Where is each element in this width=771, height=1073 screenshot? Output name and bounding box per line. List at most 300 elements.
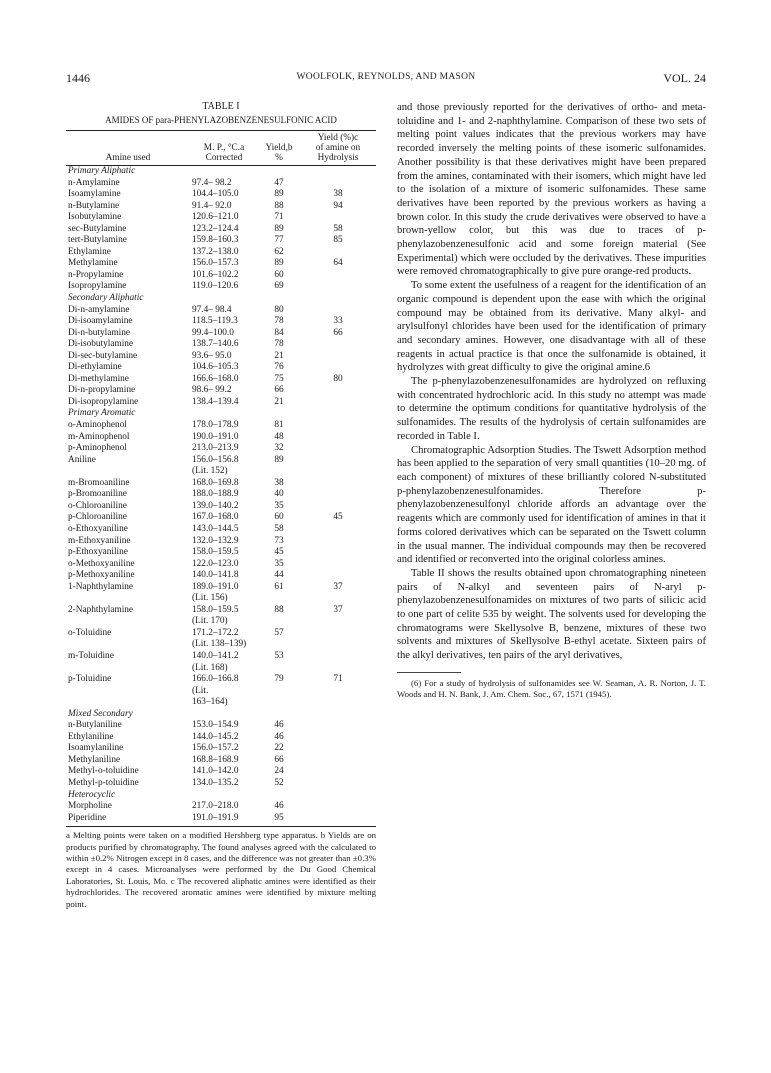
body-paragraph-4: Chromatographic Adsorption Studies. The Tswett Adsorption method has been applied to the separation of very small quantities (10–20 mg. of each component) of mixtures of these brilliantly colored N-substituted p-phenylazobenzenesulfonamides. Therefore p-phenylazobenzenesulfonyl chloride affords an advantage over the reagents which are commonly used for identification of amines in that it forms colored derivatives which can be separated on the Tswett column in the usual manner. The individual compounds may then be recovered and identified or reconverted into the original colorless amines. <box>397 444 706 566</box>
cell-mp: (Lit. <box>192 685 209 696</box>
cell-mp: 166.6–168.0 <box>192 373 239 384</box>
cell-mp: 158.0–159.5 <box>192 604 239 615</box>
cell-yield: 21 <box>274 350 284 361</box>
cell-amine: Methyl-o-toluidine <box>68 766 139 777</box>
cell-yield: 35 <box>274 558 284 569</box>
table-row <box>66 270 376 282</box>
cell-amine: Isoamylaniline <box>68 743 124 754</box>
cell-yield: 81 <box>274 420 284 431</box>
cell-yield: 73 <box>274 535 284 546</box>
cell-amine: 2-Naphthylamine <box>68 604 134 615</box>
cell-mp: 138.7–140.6 <box>192 339 239 350</box>
cell-hyd <box>300 709 376 721</box>
cell-mp <box>190 166 258 178</box>
cell-mp <box>190 408 258 420</box>
cell-hyd <box>300 466 376 478</box>
cell-amine: Di-sec-butylamine <box>68 350 138 361</box>
table-row <box>66 432 376 444</box>
table-row <box>66 651 376 663</box>
cell-hyd <box>300 385 376 397</box>
table-row <box>66 686 376 698</box>
table-section-row <box>66 790 376 802</box>
table-row <box>66 813 376 827</box>
cell-mp: 140.0–141.8 <box>192 570 239 581</box>
table-row <box>66 281 376 293</box>
cell-yield: 77 <box>274 235 284 246</box>
cell-yield <box>258 466 300 478</box>
table-row <box>66 593 376 605</box>
cell-yield <box>258 697 300 709</box>
cell-yield <box>258 616 300 628</box>
table-row <box>66 316 376 328</box>
table-row <box>66 397 376 409</box>
cell-amine: n-Propylamine <box>68 269 124 280</box>
cell-amine: m-Toluidine <box>68 650 114 661</box>
cell-yield <box>258 663 300 675</box>
table-row <box>66 247 376 259</box>
table-row <box>66 755 376 767</box>
table-row <box>66 582 376 594</box>
cell-yield: 66 <box>274 385 284 396</box>
cell-hyd: 45 <box>333 512 343 523</box>
table-row <box>66 674 376 686</box>
cell-mp: (Lit. 152) <box>192 466 228 477</box>
cell-yield: 88 <box>274 604 284 615</box>
cell-hyd <box>300 501 376 513</box>
cell-yield <box>258 639 300 651</box>
table-row <box>66 362 376 374</box>
cell-amine: n-Amylamine <box>68 177 120 188</box>
col-header-hydrolysis-3: Hydrolysis <box>300 153 376 166</box>
cell-hyd: 94 <box>333 200 343 211</box>
cell-amine <box>66 639 190 651</box>
volume-label: VOL. 24 <box>663 71 706 85</box>
cell-mp: 217.0–218.0 <box>192 801 239 812</box>
page-number: 1446 <box>66 71 90 85</box>
cell-hyd <box>300 270 376 282</box>
cell-mp: 168.0–169.8 <box>192 477 239 488</box>
cell-mp: 119.0–120.6 <box>192 281 239 292</box>
cell-mp: 166.0–166.8 <box>192 674 239 685</box>
cell-hyd <box>300 362 376 374</box>
cell-yield: 69 <box>274 281 284 292</box>
cell-hyd <box>300 813 376 827</box>
cell-yield <box>258 166 300 178</box>
cell-mp <box>190 790 258 802</box>
col-header-mp-blank <box>190 131 258 144</box>
body-paragraph-1: and those previously reported for the derivatives of ortho- and meta-toluidine and 1- and 2-naphthylamine. Comparison of these two sets of melting point values indicates that the previous workers may have recorded inversely the melting points of these isomeric sulfonamides. Another possibility is that these derivatives might have been prepared from the amines, contaminated with their isomers, which might have led to the isolation of a mixture of isomeric sulfonamides. These same derivatives have been reported by the previous workers as having a brown color. In this study the crude derivatives were observed to have a brown-yellow color, but this was due to traces of p-phenylazobenzenesulfonic acid and some foreign material (See Experimental) which were occluded by the derivatives. These impurities were removed chromatographically to give pure orange-red products. <box>397 102 706 278</box>
cell-amine: p-Ethoxyaniline <box>68 547 128 558</box>
cell-yield: 57 <box>274 627 284 638</box>
right-column <box>397 101 706 700</box>
cell-amine: Secondary Aliphatic <box>68 293 144 304</box>
table-row <box>66 570 376 582</box>
cell-mp <box>190 293 258 305</box>
cell-amine: n-Butylaniline <box>68 720 122 731</box>
cell-amine: Methylaniline <box>68 754 121 765</box>
table-section-row <box>66 408 376 420</box>
cell-amine: Ethylamine <box>68 246 111 257</box>
table-row <box>66 778 376 790</box>
table-row <box>66 351 376 363</box>
cell-hyd: 71 <box>333 674 343 685</box>
cell-hyd <box>300 212 376 224</box>
cell-hyd <box>300 663 376 675</box>
cell-amine: Methyl-p-toluidine <box>68 777 139 788</box>
cell-amine <box>66 697 190 709</box>
cell-amine: Di-n-amylamine <box>68 304 130 315</box>
col-header-yield-2: % <box>258 153 300 166</box>
table-row <box>66 258 376 270</box>
table-row <box>66 663 376 675</box>
cell-yield: 32 <box>274 443 284 454</box>
cell-yield <box>258 686 300 698</box>
cell-mp: 189.0–191.0 <box>192 581 239 592</box>
cell-amine: o-Chloroaniline <box>68 500 127 511</box>
cell-yield: 60 <box>274 512 284 523</box>
table-row <box>66 536 376 548</box>
body-paragraph-5: Table II shows the results obtained upon chromatographing nineteen pairs of N-alkyl and seventeen pairs of N-aryl p-phenylazobenzenesulfonamides on mixtures of two parts of silicic acid to one part of celite 535 by weight. The solvents used for developing the chromatograms were Skellysolve B, benzene, mixtures of these two solvents and mixtures of Skellysolve B-ethyl acetate. Sixteen pairs of the alkyl derivatives, ten pairs of the aryl derivatives, <box>397 567 706 662</box>
table-row <box>66 478 376 490</box>
cell-mp: 158.0–159.5 <box>192 547 239 558</box>
col-header-amine: Amine used <box>66 153 190 166</box>
cell-hyd <box>300 778 376 790</box>
cell-amine: p-Methoxyaniline <box>68 570 135 581</box>
table-row <box>66 697 376 709</box>
cell-yield: 24 <box>274 766 284 777</box>
cell-mp: 191.0–191.9 <box>190 813 258 827</box>
cell-hyd <box>300 432 376 444</box>
cell-mp: 140.0–141.2 <box>192 650 239 661</box>
amides-table <box>66 130 376 827</box>
cell-hyd <box>300 651 376 663</box>
cell-amine <box>66 593 190 605</box>
cell-amine: tert-Butylamine <box>68 235 127 246</box>
table-row <box>66 605 376 617</box>
cell-hyd <box>300 478 376 490</box>
table-row <box>66 224 376 236</box>
body-paragraph-2: To some extent the usefulness of a reagent for the identification of an organic compound is dependent upon the ease with which the original compound may be obtained from its derivative. Many alkyl- and arylsulfonyl chlorides have been used for the identification of primary and secondary amines. However, one disadvantage with all of these reagents in actual practice is that once the sulfonamide is obtained, it hydrolyzes with great difficulty to give the original amine.6 <box>397 280 706 374</box>
cell-yield: 35 <box>274 500 284 511</box>
running-header <box>66 71 706 87</box>
cell-hyd <box>300 305 376 317</box>
cell-yield: 46 <box>274 720 284 731</box>
cell-hyd: 37 <box>333 581 343 592</box>
cell-yield: 89 <box>274 189 284 200</box>
cell-amine: m-Aminophenol <box>68 431 130 442</box>
body-paragraph-3: The p-phenylazobenzenesulfonamides are hydrolyzed on refluxing with concentrated hydrochloric acid. In this study no attempt was made to determine the optimum conditions for quantitative hydrolysis of the sulfonamides. The results of the hydrolysis of certain sulfonamides are recorded in Table I. <box>397 376 706 442</box>
cell-mp: 188.0–188.9 <box>192 489 239 500</box>
table-row <box>66 801 376 813</box>
table-footnote: a Melting points were taken on a modified Hershberg type apparatus. b Yields are on products purified by chromatography. The found analyses agreed with the calculated to within ±0.2% Nitrogen except in 8 cases, and the difference was not greater than ±0.3% except in 4 cases. Microanalyses were performed by the Du Good Chemical Laboratories, St. Louis, Mo. c The recovered aliphatic amines were identified as their hydrochlorides. The recovered aromatic amines were identified by mixture melting point. <box>66 830 376 909</box>
cell-amine: p-Chloroaniline <box>68 512 127 523</box>
table-row <box>66 501 376 513</box>
left-column <box>66 101 376 910</box>
cell-mp: 123.2–124.4 <box>192 223 239 234</box>
cell-hyd <box>300 697 376 709</box>
cell-yield: 52 <box>274 777 284 788</box>
cell-amine <box>66 663 190 675</box>
table-row <box>66 339 376 351</box>
cell-hyd <box>300 489 376 501</box>
cell-yield: 58 <box>274 523 284 534</box>
table-row <box>66 466 376 478</box>
cell-amine: n-Butylamine <box>68 200 120 211</box>
table-row <box>66 489 376 501</box>
col-header-mp-1: M. P., °C.a <box>203 143 245 153</box>
cell-amine: p-Bromoaniline <box>68 489 127 500</box>
table-row <box>66 443 376 455</box>
cell-hyd <box>300 686 376 698</box>
cell-amine: m-Bromoaniline <box>68 477 130 488</box>
cell-hyd <box>300 247 376 259</box>
table-row <box>66 720 376 732</box>
cell-mp: 97.4– 98.2 <box>192 177 232 188</box>
cell-hyd <box>300 755 376 767</box>
cell-yield <box>258 293 300 305</box>
col-header-hydrolysis-2: of amine on <box>315 143 361 153</box>
cell-amine: Primary Aromatic <box>68 408 136 419</box>
cell-mp: 178.0–178.9 <box>192 420 239 431</box>
cell-amine: Di-isopropylamine <box>68 396 139 407</box>
cell-amine: Methylamine <box>68 258 118 269</box>
cell-mp: (Lit. 156) <box>192 593 228 604</box>
cell-yield <box>258 709 300 721</box>
cell-yield: 60 <box>274 269 284 280</box>
table-section-row <box>66 709 376 721</box>
cell-mp: 153.0–154.9 <box>192 720 239 731</box>
running-head-authors: WOOLFOLK, REYNOLDS, AND MASON <box>296 72 476 82</box>
table-row <box>66 455 376 467</box>
cell-mp: 144.0–145.2 <box>192 731 239 742</box>
cell-yield: 61 <box>274 581 284 592</box>
table-body <box>66 166 376 827</box>
cell-yield: 48 <box>274 431 284 442</box>
cell-mp: 99.4–100.0 <box>192 327 234 338</box>
cell-mp: (Lit. 138–139) <box>192 639 247 650</box>
cell-hyd <box>300 628 376 640</box>
cell-amine: Di-n-propylamine <box>68 385 136 396</box>
cell-mp: 122.0–123.0 <box>192 558 239 569</box>
cell-yield: 78 <box>274 316 284 327</box>
cell-amine: Primary Aliphatic <box>68 166 136 176</box>
cell-mp: 97.4– 98.4 <box>192 304 232 315</box>
cell-mp <box>190 709 258 721</box>
table-row <box>66 639 376 651</box>
col-header-yield-1: Yield,b <box>265 143 293 153</box>
cell-hyd <box>300 743 376 755</box>
cell-amine <box>66 616 190 628</box>
cell-hyd <box>300 420 376 432</box>
cell-amine: o-Aminophenol <box>68 420 127 431</box>
cell-mp: 138.4–139.4 <box>192 396 239 407</box>
cell-yield <box>258 593 300 605</box>
cell-amine: Di-n-butylamine <box>68 327 130 338</box>
table-row <box>66 628 376 640</box>
cell-hyd <box>300 351 376 363</box>
table-row <box>66 766 376 778</box>
table-row <box>66 385 376 397</box>
cell-hyd: 64 <box>333 258 343 269</box>
cell-yield: 89 <box>274 258 284 269</box>
cell-hyd: 66 <box>333 327 343 338</box>
cell-amine: sec-Butylamine <box>68 223 127 234</box>
reference-6: (6) For a study of hydrolysis of sulfonamides see W. Seaman, A. R. Norton, J. T. Woods and H. N. Bank, J. Am. Chem. Soc., 67, 1571 (1945). <box>397 677 706 700</box>
table-row <box>66 616 376 628</box>
cell-hyd: 85 <box>333 235 343 246</box>
cell-yield: 22 <box>274 743 284 754</box>
cell-hyd <box>300 639 376 651</box>
cell-hyd <box>300 455 376 467</box>
footnote-rule <box>397 672 461 673</box>
cell-yield: 84 <box>274 327 284 338</box>
table-subtitle: AMIDES OF para-PHENYLAZOBENZENESULFONIC ACID <box>105 115 337 125</box>
cell-mp: 143.0–144.5 <box>192 523 239 534</box>
col-header-yield-blank <box>258 131 300 144</box>
cell-amine: Heterocyclic <box>68 789 116 800</box>
cell-mp: 137.2–138.0 <box>192 246 239 257</box>
cell-amine: Piperidine <box>66 813 190 827</box>
cell-hyd <box>300 766 376 778</box>
cell-yield: 89 <box>274 223 284 234</box>
cell-yield: 40 <box>274 489 284 500</box>
table-row <box>66 189 376 201</box>
table-row <box>66 305 376 317</box>
cell-yield: 66 <box>274 754 284 765</box>
table-row <box>66 178 376 190</box>
cell-yield: 75 <box>274 373 284 384</box>
cell-mp: 168.8–168.9 <box>192 754 239 765</box>
cell-hyd <box>300 524 376 536</box>
cell-hyd <box>300 559 376 571</box>
cell-hyd <box>300 397 376 409</box>
cell-mp: 98.6– 99.2 <box>192 385 232 396</box>
table-section-row <box>66 293 376 305</box>
cell-amine: Di-isoamylamine <box>68 316 133 327</box>
cell-amine: Isobutylamine <box>68 212 122 223</box>
table-section-row <box>66 166 376 178</box>
cell-mp: 167.0–168.0 <box>192 512 239 523</box>
cell-amine <box>66 466 190 478</box>
col-header-hydrolysis-1: Yield (%)c <box>300 131 376 144</box>
cell-yield <box>258 790 300 802</box>
cell-yield: 47 <box>274 177 284 188</box>
cell-yield: 79 <box>274 674 284 685</box>
cell-yield: 45 <box>274 547 284 558</box>
cell-amine: m-Ethoxyaniline <box>68 535 131 546</box>
cell-mp: 156.0–156.8 <box>192 454 239 465</box>
cell-mp: 141.0–142.0 <box>192 766 239 777</box>
cell-hyd <box>300 166 376 178</box>
cell-amine: 1-Naphthylamine <box>68 581 134 592</box>
cell-hyd <box>300 293 376 305</box>
cell-yield: 53 <box>274 650 284 661</box>
cell-amine: Di-ethylamine <box>68 362 122 373</box>
cell-mp: 213.0–213.9 <box>192 443 239 454</box>
table-row <box>66 547 376 559</box>
cell-hyd <box>300 570 376 582</box>
cell-amine: o-Methoxyaniline <box>68 558 135 569</box>
cell-hyd <box>300 281 376 293</box>
cell-mp: 159.8–160.3 <box>192 235 239 246</box>
cell-yield: 88 <box>274 200 284 211</box>
cell-hyd <box>300 547 376 559</box>
cell-mp: 101.6–102.2 <box>192 269 239 280</box>
cell-yield: 78 <box>274 339 284 350</box>
cell-yield: 44 <box>274 570 284 581</box>
table-row <box>66 732 376 744</box>
cell-amine: Di-methylamine <box>68 373 129 384</box>
cell-mp: 91.4– 92.0 <box>192 200 232 211</box>
cell-mp: 139.0–140.2 <box>192 500 239 511</box>
cell-yield: 38 <box>274 477 284 488</box>
cell-yield: 80 <box>274 304 284 315</box>
cell-hyd <box>300 790 376 802</box>
cell-amine: Isoamylamine <box>68 189 121 200</box>
cell-amine: Morpholine <box>68 801 112 812</box>
cell-yield: 76 <box>274 362 284 373</box>
cell-mp: 134.0–135.2 <box>192 777 239 788</box>
table-row <box>66 420 376 432</box>
cell-hyd: 33 <box>333 316 343 327</box>
cell-amine: o-Ethoxyaniline <box>68 523 128 534</box>
col-header-mp-2: Corrected <box>190 153 258 166</box>
cell-amine: o-Toluidine <box>68 627 112 638</box>
table-row <box>66 235 376 247</box>
cell-mp: 93.6– 95.0 <box>192 350 232 361</box>
cell-amine: Mixed Secondary <box>68 708 133 719</box>
cell-yield: 71 <box>274 212 284 223</box>
cell-mp: 190.0–191.0 <box>192 431 239 442</box>
cell-hyd <box>300 593 376 605</box>
table-row <box>66 374 376 386</box>
table-row <box>66 559 376 571</box>
cell-mp: 171.2–172.2 <box>192 627 239 638</box>
cell-amine: p-Toluidine <box>68 674 112 685</box>
table-row <box>66 743 376 755</box>
cell-amine: Isopropylamine <box>68 281 127 292</box>
table-row <box>66 201 376 213</box>
cell-yield: 62 <box>274 246 284 257</box>
cell-hyd: 37 <box>333 604 343 615</box>
cell-hyd <box>300 732 376 744</box>
table-row <box>66 524 376 536</box>
cell-hyd: 58 <box>333 223 343 234</box>
cell-hyd <box>300 720 376 732</box>
table-title: TABLE I <box>202 101 240 112</box>
cell-mp: 163–164) <box>192 697 228 708</box>
table-row <box>66 328 376 340</box>
cell-yield: 46 <box>274 801 284 812</box>
cell-yield: 95 <box>258 813 300 827</box>
table-row <box>66 512 376 524</box>
cell-mp: 104.6–105.3 <box>192 362 239 373</box>
cell-yield: 46 <box>274 731 284 742</box>
cell-amine <box>66 686 190 698</box>
cell-mp: 156.0–157.2 <box>192 743 239 754</box>
cell-amine: Di-isobutylamine <box>68 339 134 350</box>
cell-hyd <box>300 801 376 813</box>
cell-mp: 120.6–121.0 <box>192 212 239 223</box>
cell-hyd: 38 <box>333 189 343 200</box>
cell-hyd <box>300 408 376 420</box>
cell-hyd <box>300 178 376 190</box>
cell-mp: 118.5–119.3 <box>192 316 238 327</box>
cell-mp: (Lit. 170) <box>192 616 228 627</box>
cell-hyd <box>300 339 376 351</box>
cell-hyd <box>300 616 376 628</box>
cell-yield: 89 <box>274 454 284 465</box>
